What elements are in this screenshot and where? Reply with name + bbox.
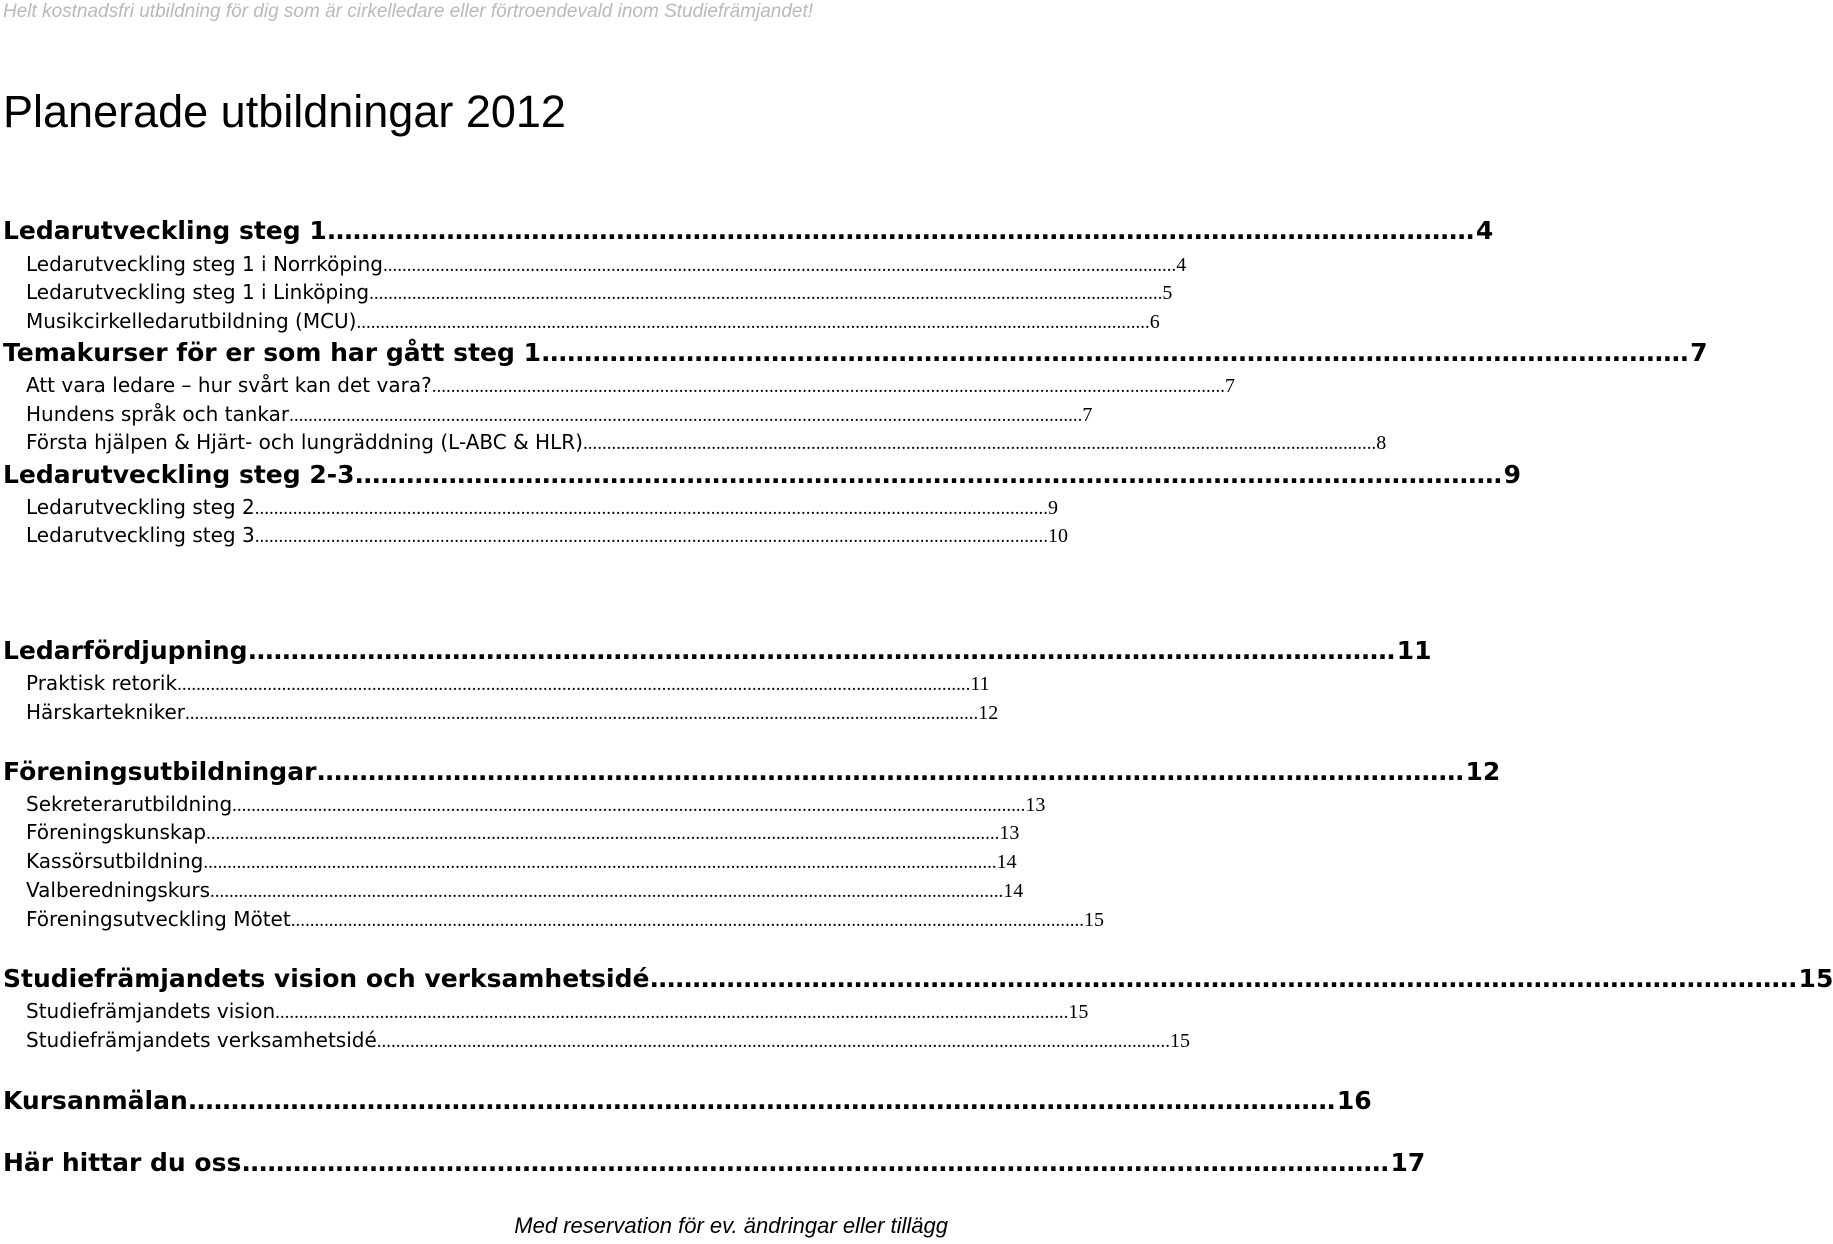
toc-item-label: Hundens språk och tankar (26, 402, 290, 426)
toc-item-sekreterarutbildning[interactable] (26, 790, 1046, 818)
toc-item-forsta-hjalpen[interactable] (26, 428, 1387, 456)
dot-leader: ....................................................................................................................................................................... (376, 1031, 1171, 1052)
dot-leader: ....................................................................................................................................... (241, 1148, 1389, 1177)
dot-leader: ....................................................................................................................................................................... (382, 255, 1177, 276)
toc-item-page: 4 (1176, 254, 1187, 276)
toc-item-kassorsutbildning[interactable] (26, 847, 1017, 875)
toc-item-page: 10 (1047, 525, 1068, 547)
toc-section-label: Här hittar du oss (3, 1148, 242, 1177)
toc-item-label: Härskartekniker (26, 700, 186, 724)
toc-item-verksamhetside[interactable] (26, 1026, 1191, 1054)
toc-section-page: 12 (1465, 757, 1501, 786)
toc-section-ledarutveckling-steg-1[interactable] (3, 216, 1494, 246)
toc-item-steg-2[interactable] (26, 493, 1058, 521)
toc-section-page: 9 (1503, 460, 1522, 489)
footer-note: Med reservation för ev. ändringar eller tillägg (514, 1213, 948, 1238)
toc-section-foreningsutbildningar[interactable] (3, 757, 1501, 787)
toc-item-label: Ledarutveckling steg 3 (26, 523, 255, 547)
toc-section-page: 4 (1475, 216, 1494, 245)
toc-section-label: Ledarutveckling steg 1 (3, 216, 327, 245)
toc-item-page: 8 (1376, 432, 1387, 454)
toc-item-page: 5 (1162, 282, 1173, 304)
toc-section-kursanmalan[interactable] (3, 1086, 1372, 1116)
dot-leader: ....................................................................................................................................................................... (206, 823, 1000, 844)
dot-leader: ....................................................................................................................................... (326, 216, 1474, 245)
dot-leader: ....................................................................................................................................................................... (185, 703, 979, 724)
toc-item-label: Kassörsutbildning (26, 849, 204, 873)
toc-item-norrkoping[interactable] (26, 250, 1187, 278)
dot-leader: ....................................................................................................................................................................... (431, 376, 1225, 397)
toc-item-label: Praktisk retorik (26, 671, 178, 695)
tagline: Helt kostnadsfri utbildning för dig som är cirkelledare eller förtroendevald inom Studiefrämjandet! (3, 1, 814, 22)
dot-leader: ....................................................................................................................................................................... (210, 881, 1004, 902)
toc-section-label: Studiefrämjandets vision och verksamhetsidé (3, 964, 650, 993)
toc-item-label: Ledarutveckling steg 2 (26, 495, 255, 519)
dot-leader: ....................................................................................................................................................................... (582, 433, 1377, 454)
toc-item-page: 13 (999, 822, 1020, 844)
toc-section-har-hittar-du-oss[interactable] (3, 1148, 1426, 1178)
dot-leader: ....................................................................................................................................................................... (254, 526, 1048, 547)
toc-item-foreningskunskap[interactable] (26, 818, 1020, 846)
toc-section-label: Ledarfördjupning (3, 636, 248, 665)
toc-item-att-vara-ledare[interactable] (26, 371, 1235, 399)
toc-section-page: 17 (1390, 1148, 1426, 1177)
toc-section-page: 16 (1336, 1086, 1372, 1115)
toc-section-ledarfordjupning[interactable] (3, 636, 1432, 666)
toc-item-foreningsutveckling-motet[interactable] (26, 905, 1104, 933)
dot-leader: ....................................................................................................................................... (540, 338, 1689, 367)
toc-item-praktisk-retorik[interactable] (26, 669, 990, 697)
toc-item-label: Att vara ledare – hur svårt kan det vara? (26, 373, 432, 397)
toc-item-page: 7 (1224, 375, 1235, 397)
toc-item-label: Musikcirkelledarutbildning (MCU) (26, 309, 357, 333)
toc-item-label: Valberedningskurs (26, 878, 211, 902)
toc-section-label: Föreningsutbildningar (3, 757, 317, 786)
dot-leader: ....................................................................................................................................... (247, 636, 1395, 665)
toc-item-page: 15 (1083, 909, 1104, 931)
toc-item-page: 15 (1170, 1030, 1191, 1052)
toc-item-linkoping[interactable] (26, 278, 1173, 306)
page-title: Planerade utbildningar 2012 (3, 86, 566, 137)
dot-leader: ....................................................................................................................................................................... (275, 1002, 1069, 1023)
toc-section-label: Kursanmälan (3, 1086, 188, 1115)
toc-item-page: 13 (1025, 794, 1046, 816)
toc-section-label: Temakurser för er som har gått steg 1 (3, 338, 541, 367)
toc-item-vision[interactable] (26, 997, 1089, 1025)
dot-leader: ....................................................................................................................................................................... (290, 910, 1084, 931)
toc-section-page: 15 (1798, 964, 1833, 993)
toc-section-ledarutveckling-steg-2-3[interactable] (3, 460, 1522, 490)
toc-item-harskartekniker[interactable] (26, 698, 999, 726)
dot-leader: ....................................................................................................................................................................... (356, 312, 1150, 333)
dot-leader: ....................................................................................................................................................................... (203, 852, 997, 873)
toc-item-valberedningskurs[interactable] (26, 876, 1024, 904)
dot-leader: ....................................................................................................................................................................... (232, 795, 1026, 816)
toc-item-page: 6 (1149, 311, 1160, 333)
toc-section-temakurser[interactable] (3, 338, 1708, 368)
toc-item-mcu[interactable] (26, 307, 1160, 335)
toc-section-page: 7 (1690, 338, 1708, 367)
dot-leader: ....................................................................................................................................... (316, 757, 1464, 786)
toc-item-label: Föreningsutveckling Mötet (26, 907, 291, 931)
toc-item-page: 14 (996, 851, 1017, 873)
toc-item-label: Studiefrämjandets verksamhetsidé (26, 1028, 377, 1052)
toc-item-label: Ledarutveckling steg 1 i Norrköping (26, 252, 383, 276)
toc-section-label: Ledarutveckling steg 2-3 (3, 460, 355, 489)
toc-item-steg-3[interactable] (26, 521, 1068, 549)
toc-item-label: Studiefrämjandets vision (26, 999, 276, 1023)
toc-item-page: 11 (970, 673, 990, 695)
dot-leader: ....................................................................................................................................................................... (289, 405, 1083, 426)
dot-leader: ....................................................................................................................................................................... (254, 498, 1048, 519)
toc-item-page: 15 (1068, 1001, 1089, 1023)
toc-item-page: 14 (1003, 880, 1024, 902)
toc-item-label: Första hjälpen & Hjärt- och lungräddning (L-ABC & HLR) (26, 430, 583, 454)
toc-item-page: 9 (1047, 497, 1058, 519)
dot-leader: ....................................................................................................................................................................... (369, 283, 1163, 304)
toc-item-label: Föreningskunskap (26, 820, 207, 844)
dot-leader: ....................................................................................................................................... (354, 460, 1502, 489)
toc-item-label: Sekreterarutbildning (26, 792, 233, 816)
toc-item-page: 12 (978, 702, 999, 724)
toc-item-page: 7 (1082, 404, 1093, 426)
dot-leader: ....................................................................................................................................... (649, 964, 1797, 993)
toc-section-page: 11 (1396, 636, 1432, 665)
toc-section-vision-verksamhetside[interactable] (3, 964, 1833, 994)
dot-leader: ....................................................................................................................................................................... (177, 674, 971, 695)
dot-leader: ....................................................................................................................................... (187, 1086, 1335, 1115)
toc-item-hundens-sprak[interactable] (26, 400, 1093, 428)
toc-item-label: Ledarutveckling steg 1 i Linköping (26, 280, 370, 304)
